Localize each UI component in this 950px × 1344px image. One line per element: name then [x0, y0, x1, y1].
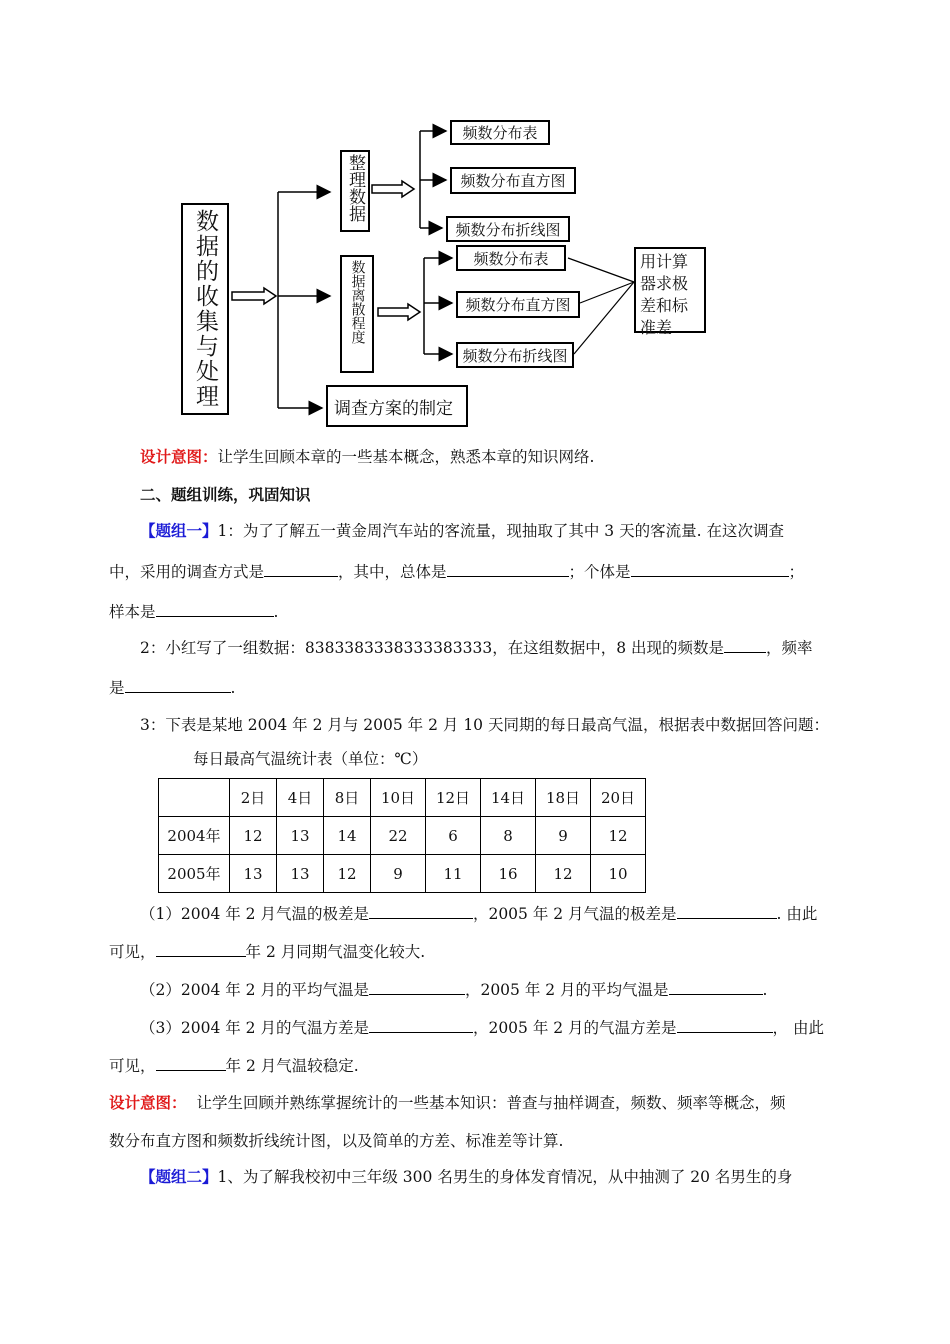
sub1-blank-range-2005[interactable]: [677, 902, 777, 919]
q2-line1: 2：小红写了一组数据：8383383338333383333，在这组数据中，8 出现的频数是 ，频率: [140, 636, 813, 659]
temperature-table: [158, 778, 646, 893]
q2-blank-frequency[interactable]: [724, 636, 766, 653]
sub2-blank-mean-2005[interactable]: [669, 978, 763, 995]
knowledge-network-diagram: [0, 0, 950, 430]
dispersion-box: [340, 255, 374, 373]
design-intent-2-line2: 数分布直方图和频数折线统计图，以及简单的方差、标准差等计算.: [109, 1132, 564, 1150]
design-intent-label: 设计意图：: [140, 447, 218, 466]
survey-plan-box: 调查方案的制定: [326, 385, 468, 427]
organize-item-histogram: 频数分布直方图: [450, 167, 576, 194]
organize-data-label: 整理数据: [345, 154, 365, 222]
sub3-blank-var-2004[interactable]: [369, 1016, 473, 1033]
section-heading: 二、题组训练，巩固知识: [140, 485, 311, 504]
dispersion-item-polyline: 频数分布折线图: [456, 342, 574, 368]
main-double-arrow: [232, 288, 276, 304]
organize-data-box: [340, 150, 370, 232]
sub3-blank-var-2005[interactable]: [677, 1016, 773, 1033]
sub1-blank-range-2004[interactable]: [369, 902, 473, 919]
q1-blank-population[interactable]: [447, 560, 569, 577]
table-caption: 每日最高气温统计表（单位：℃）: [193, 750, 428, 768]
q2-line2: 是 .: [109, 676, 235, 699]
sub2-line: （2）2004 年 2 月的平均气温是 ，2005 年 2 月的平均气温是 .: [140, 978, 767, 1001]
q1-line1: 【题组一】1：为了了解五一黄金周汽车站的客流量，现抽取了其中 3 天的客流量. 在这次调查: [140, 521, 784, 540]
organize-item-table: 频数分布表: [450, 120, 550, 145]
dispersion-label: 数据离散程度: [349, 260, 366, 344]
table-row: 2005年 13 13 12 9 11 16 12 10: [159, 855, 646, 893]
sub3-blank-year[interactable]: [156, 1054, 226, 1071]
q2-blank-rate[interactable]: [125, 676, 231, 693]
sub3-line1: （3）2004 年 2 月的气温方差是 ，2005 年 2 月的气温方差是 ， 由此: [140, 1016, 824, 1039]
design-intent-label: 设计意图：: [109, 1093, 187, 1112]
q1-line3: 样本是 .: [109, 600, 278, 623]
main-topic-label: 数据的收集与处理: [192, 209, 218, 409]
design-intent-2-line1: 设计意图： 让学生回顾并熟练掌握统计的一些基本知识：普查与抽样调查，频数、频率等概念，频: [109, 1093, 786, 1112]
organize-item-polyline: 频数分布折线图: [446, 216, 570, 242]
dispersion-item-table: 频数分布表: [456, 245, 566, 271]
q1-blank-method[interactable]: [264, 560, 338, 577]
q1-blank-sample[interactable]: [156, 600, 274, 617]
q3-line1: 3：下表是某地 2004 年 2 月与 2005 年 2 月 10 天同期的每日最高气温，根据表中数据回答问题：: [140, 716, 829, 734]
dispersion-item-histogram: 频数分布直方图: [456, 291, 580, 318]
q1-blank-individual[interactable]: [631, 560, 789, 577]
design-intent-1: 设计意图：让学生回顾本章的一些基本概念，熟悉本章的知识网络.: [140, 447, 595, 466]
table-row: 2004年 12 13 14 22 6 8 9 12: [159, 817, 646, 855]
table-header-row: 2日 4日 8日 10日 12日 14日 18日 20日: [159, 779, 646, 817]
sub1-line2: 可见， 年 2 月同期气温变化较大.: [109, 940, 425, 963]
sub2-blank-mean-2004[interactable]: [369, 978, 465, 995]
group-two-tag: 【题组二】: [140, 1167, 218, 1186]
sub3-line2: 可见， 年 2 月气温较稳定.: [109, 1054, 359, 1077]
q1-line2: 中，采用的调查方式是 ，其中，总体是 ；个体是 ；: [109, 560, 804, 583]
group-two-line1: 【题组二】1、为了解我校初中三年级 300 名男生的身体发育情况，从中抽测了 20 名男生的身: [140, 1167, 793, 1186]
main-topic-box: [181, 203, 229, 415]
sub1-blank-year[interactable]: [156, 940, 246, 957]
sub1-line1: （1）2004 年 2 月气温的极差是 ，2005 年 2 月气温的极差是 . 由此: [140, 902, 817, 925]
group-one-tag: 【题组一】: [140, 521, 218, 540]
calculator-range-std-box: 用计算 器求极 差和标 准差: [634, 247, 706, 333]
